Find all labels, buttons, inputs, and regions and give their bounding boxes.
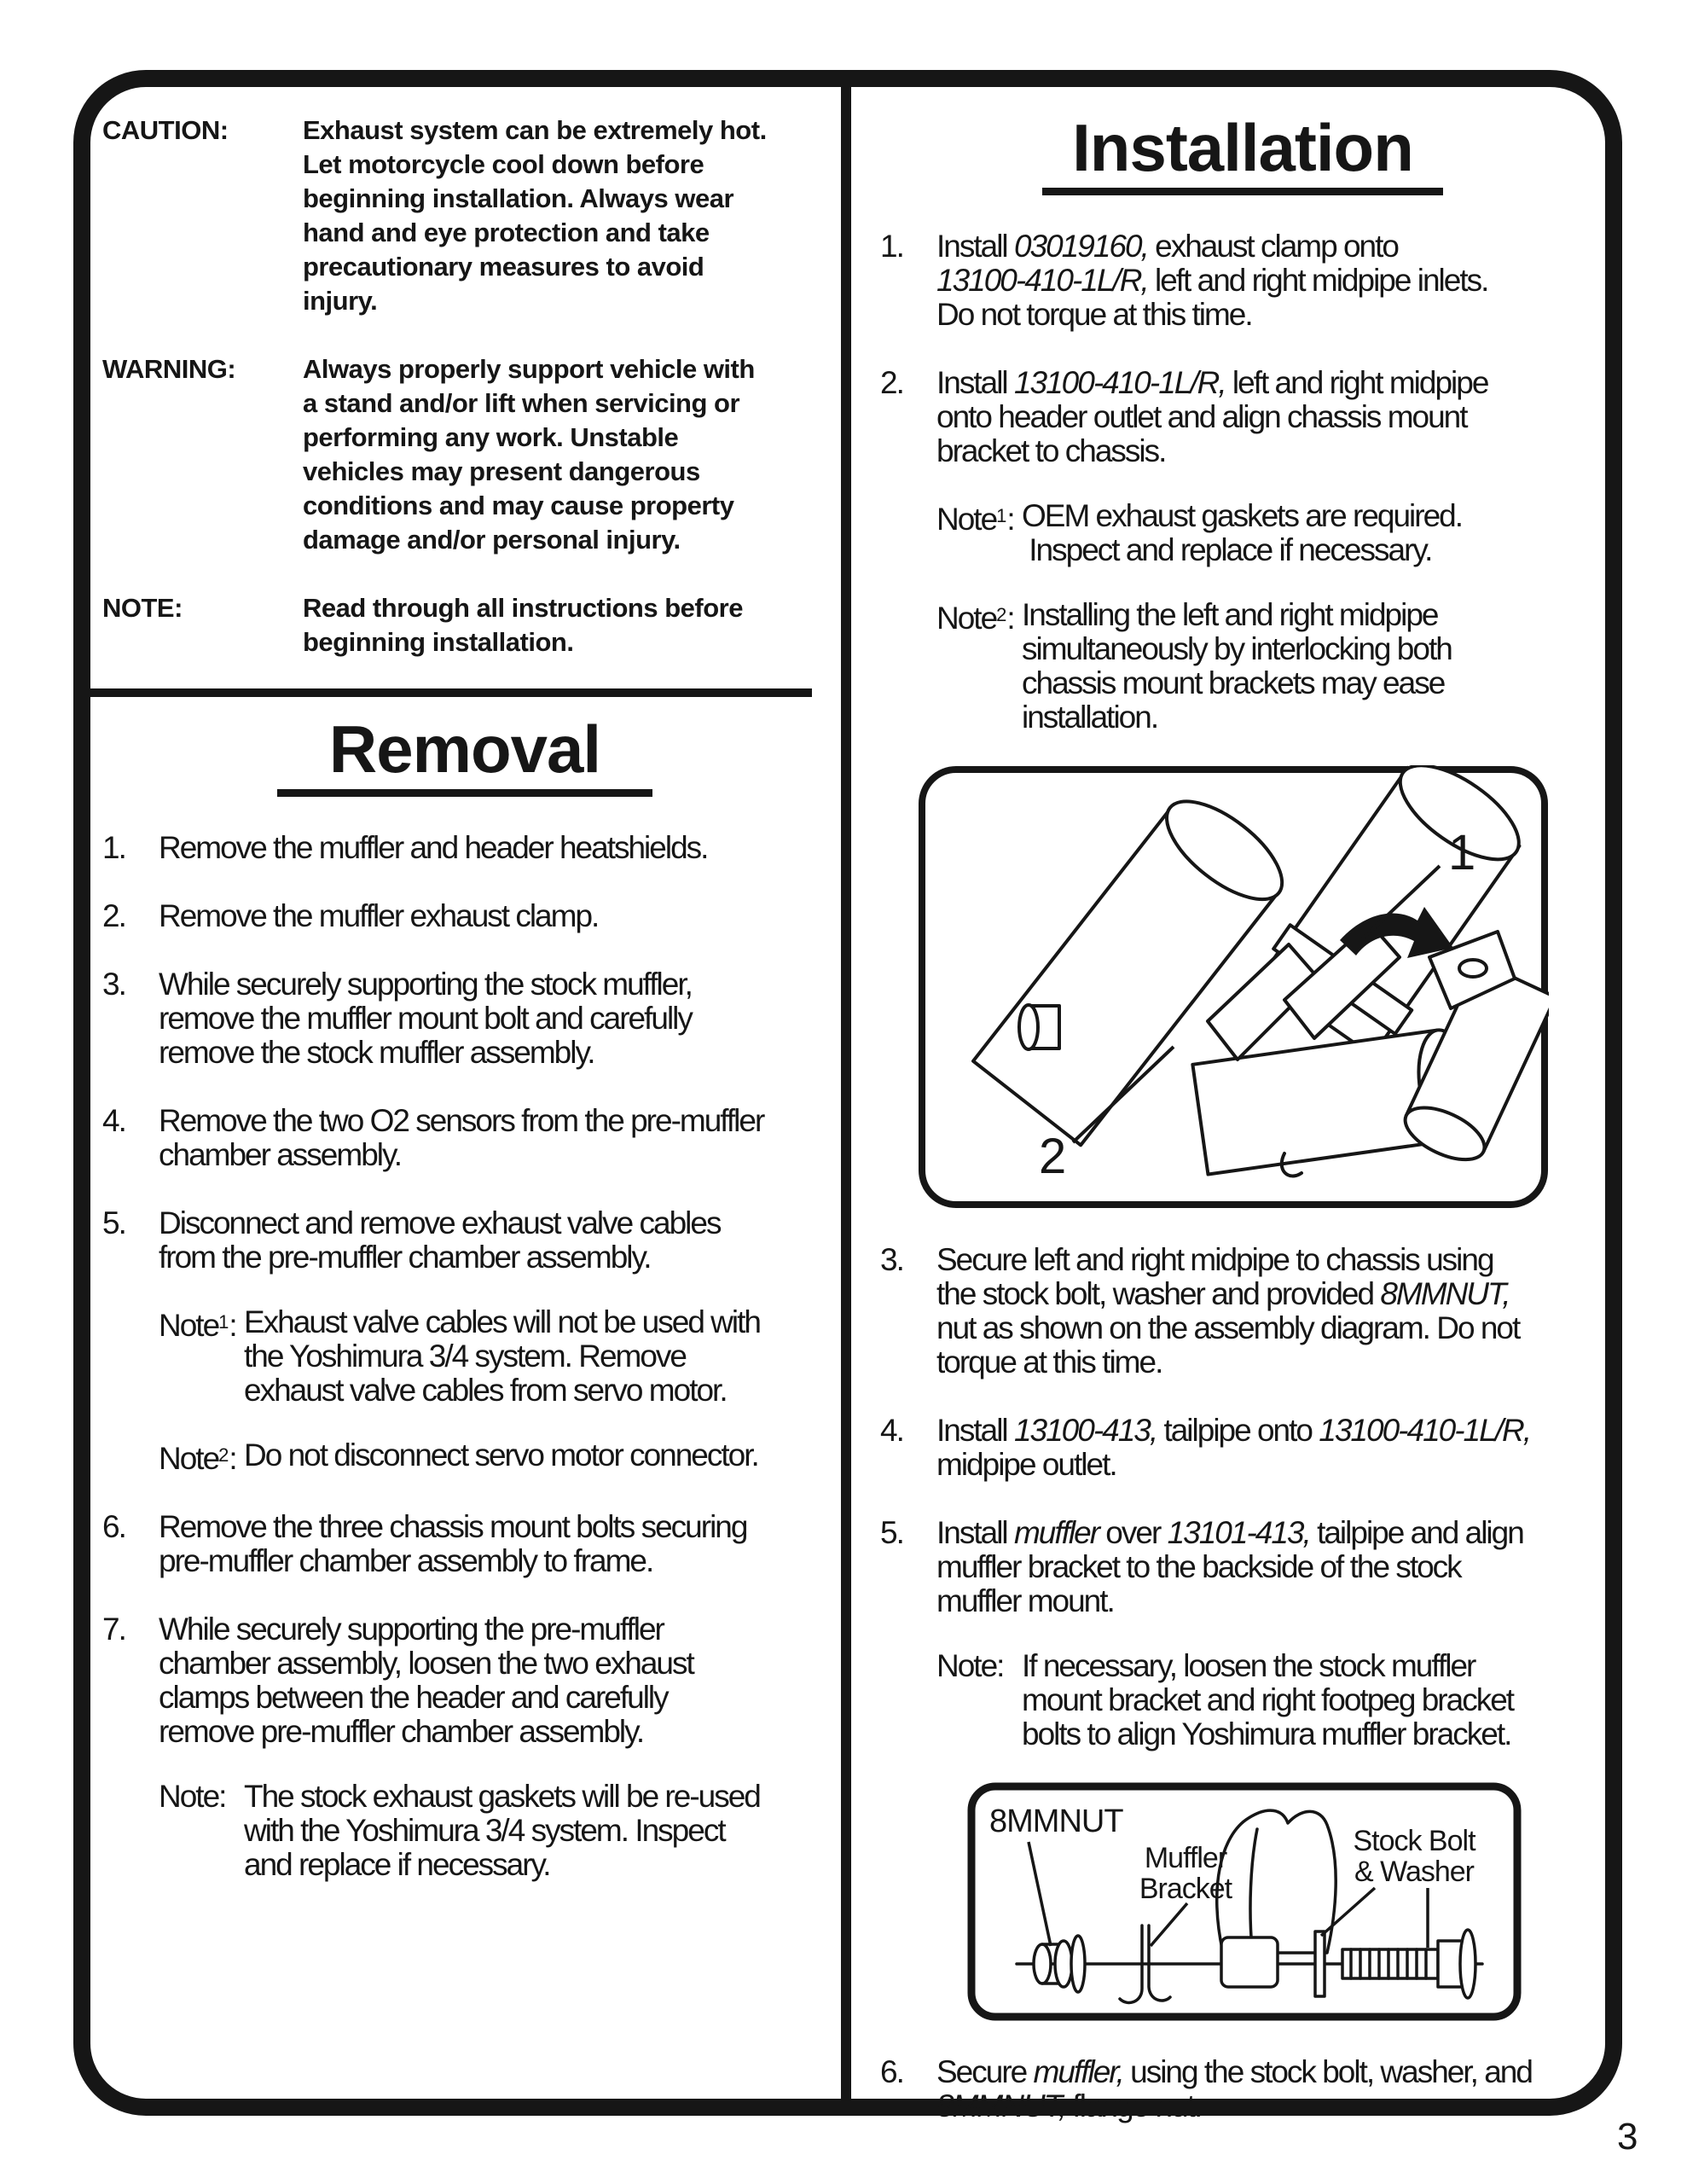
note-text: Exhaust valve cables will not be used with the Yoshimura 3/4 system. Remove exhaust valve cables from servo motor. bbox=[244, 1304, 760, 1408]
step-body bbox=[936, 2055, 1605, 2123]
note-text: Installing the left and right midpipe simultaneously by interlocking both chassis mount brackets may ease installation. bbox=[1022, 597, 1452, 735]
list-item bbox=[880, 366, 1605, 735]
step-number: 1. bbox=[880, 229, 903, 264]
list-item bbox=[102, 967, 827, 1070]
alert-text: Read through all instructions before beginning installation. bbox=[303, 593, 743, 657]
step-number: 2. bbox=[880, 365, 903, 400]
step-body bbox=[159, 1510, 827, 1578]
step-text: Secure left and right midpipe to chassis using the stock bolt, washer and provided 8MMNUT, nut as shown on the assembly diagram. Do not torque at this time. bbox=[936, 1242, 1520, 1380]
alert-label: NOTE: bbox=[102, 593, 183, 623]
diagram-label-1: 1 bbox=[1448, 825, 1475, 880]
step-number: 5. bbox=[880, 1515, 903, 1550]
step-number: 6. bbox=[102, 1509, 125, 1544]
note-block bbox=[159, 1438, 827, 1476]
midpipe-assembly-svg bbox=[918, 765, 1549, 1209]
step-text: Remove the muffler and header heatshields. bbox=[159, 830, 708, 865]
note-list bbox=[936, 499, 1605, 735]
alert-text: Always properly support vehicle with a stand and/or lift when servicing or performing any work. Unstable vehicles may present dangerous conditions and may cause property damage and/or personal injury. bbox=[303, 354, 755, 555]
note-list bbox=[159, 1305, 827, 1476]
note-block bbox=[936, 499, 1605, 567]
step-text: While securely supporting the stock muffler, remove the muffler mount bolt and carefully remove the stock muffler assembly. bbox=[159, 967, 692, 1070]
installation-step-list-b bbox=[880, 1243, 1605, 1751]
diagram-label-stock-bolt-2: & Washer bbox=[1354, 1856, 1475, 1888]
list-item bbox=[880, 2055, 1605, 2123]
list-item bbox=[880, 1414, 1605, 1482]
step-number: 3. bbox=[102, 967, 125, 1002]
step-text: Install 03019160, exhaust clamp onto 13100-410-1L/R, left and right midpipe inlets. Do not torque at this time. bbox=[936, 229, 1488, 332]
note-text: Do not disconnect servo motor connector. bbox=[244, 1438, 758, 1472]
list-item bbox=[880, 1516, 1605, 1751]
step-text: Install muffler over 13101-413, tailpipe and align muffler bracket to the backside of the stock muffler mount. bbox=[936, 1515, 1523, 1618]
note-label: Note$^2$: bbox=[159, 1441, 236, 1476]
alert-label: CAUTION: bbox=[102, 115, 229, 145]
note-text: OEM exhaust gaskets are required. Inspect and replace if necessary. bbox=[1022, 498, 1463, 567]
note-label: Note$^1$: bbox=[159, 1308, 236, 1343]
alert-label: WARNING: bbox=[102, 354, 236, 384]
list-item bbox=[880, 1243, 1605, 1380]
diagram-label-muffler-bracket-1: Muffler bbox=[1144, 1842, 1227, 1874]
step-body bbox=[159, 1612, 827, 1882]
list-item bbox=[102, 1510, 827, 1578]
note-label: Note: bbox=[159, 1779, 226, 1814]
step-body bbox=[936, 229, 1605, 332]
step-number: 1. bbox=[102, 830, 125, 865]
step-body bbox=[159, 1104, 827, 1172]
list-item bbox=[880, 229, 1605, 332]
diagram-label-2: 2 bbox=[1039, 1129, 1066, 1184]
list-item bbox=[102, 831, 827, 865]
alert-text: Exhaust system can be extremely hot. Let motorcycle cool down before beginning installation. Always wear hand and eye protection and take precautionary measures to avoid injury. bbox=[303, 115, 767, 316]
note-list bbox=[159, 1780, 827, 1882]
page-number: 3 bbox=[1617, 2116, 1638, 2158]
note-label: Note: bbox=[936, 1648, 1004, 1683]
step-body bbox=[936, 1516, 1605, 1751]
step-body bbox=[936, 1243, 1605, 1380]
right-column bbox=[880, 111, 1605, 2123]
step-body bbox=[159, 831, 827, 865]
installation-heading-underline bbox=[1042, 188, 1443, 195]
note-block bbox=[159, 1305, 827, 1408]
step-text: Disconnect and remove exhaust valve cables from the pre-muffler chamber assembly. bbox=[159, 1205, 721, 1275]
list-item bbox=[102, 899, 827, 933]
step-body bbox=[159, 967, 827, 1070]
step-number: 6. bbox=[880, 2054, 903, 2089]
note-text: If necessary, loosen the stock muffler mount bracket and right footpeg bracket bolts to align Yoshimura muffler bracket. bbox=[1022, 1648, 1514, 1751]
step-body bbox=[936, 1414, 1605, 1482]
note-block bbox=[936, 598, 1605, 735]
list-item bbox=[102, 1612, 827, 1882]
note-label: Note$^2$: bbox=[936, 601, 1014, 636]
step-text: Secure muffler, using the stock bolt, washer, and 8MMNUT, flange nut. bbox=[936, 2054, 1532, 2123]
removal-heading-wrap bbox=[102, 712, 827, 797]
installation-heading: Installation bbox=[1072, 110, 1413, 185]
step-text: While securely supporting the pre-muffler chamber assembly, loosen the two exhaust clamps between the header and carefully remove pre-muffler chamber assembly. bbox=[159, 1612, 693, 1749]
step-text: Remove the two O2 sensors from the pre-muffler chamber assembly. bbox=[159, 1103, 764, 1172]
alert-block bbox=[102, 591, 827, 659]
column-divider bbox=[841, 82, 851, 2100]
hardware-assembly-diagram bbox=[967, 1782, 1605, 2021]
alert-block bbox=[102, 113, 827, 318]
note-block bbox=[159, 1780, 827, 1882]
diagram-label-muffler-bracket-2: Bracket bbox=[1139, 1873, 1232, 1905]
step-body bbox=[159, 899, 827, 933]
note-label: Note$^1$: bbox=[936, 502, 1014, 537]
diagram-label-stock-bolt-1: Stock Bolt bbox=[1353, 1825, 1475, 1857]
removal-heading: Removal bbox=[328, 712, 601, 787]
step-body bbox=[936, 366, 1605, 735]
step-text: Remove the muffler exhaust clamp. bbox=[159, 898, 599, 933]
step-number: 2. bbox=[102, 898, 125, 933]
step-text: Install 13100-413, tailpipe onto 13100-410-1L/R, midpipe outlet. bbox=[936, 1413, 1530, 1482]
alert-block bbox=[102, 352, 827, 557]
note-block bbox=[936, 1649, 1605, 1751]
step-number: 7. bbox=[102, 1612, 125, 1647]
list-item bbox=[102, 1104, 827, 1172]
step-number: 5. bbox=[102, 1205, 125, 1240]
list-item bbox=[102, 1206, 827, 1476]
step-number: 4. bbox=[880, 1413, 903, 1448]
step-body bbox=[159, 1206, 827, 1476]
installation-step-list-c bbox=[880, 2055, 1605, 2123]
left-column bbox=[102, 113, 827, 1882]
step-text: Install 13100-410-1L/R, left and right midpipe onto header outlet and align chassis mount bracket to chassis. bbox=[936, 365, 1488, 468]
note-list bbox=[936, 1649, 1605, 1751]
alert-list bbox=[102, 113, 827, 659]
hardware-assembly-svg bbox=[967, 1782, 1522, 2021]
installation-step-list-a bbox=[880, 229, 1605, 735]
step-number: 4. bbox=[102, 1103, 125, 1138]
removal-heading-underline bbox=[277, 789, 652, 797]
section-divider-rule bbox=[85, 688, 812, 697]
removal-step-list bbox=[102, 831, 827, 1882]
step-number: 3. bbox=[880, 1242, 903, 1277]
installation-heading-wrap bbox=[880, 111, 1605, 195]
midpipe-assembly-diagram bbox=[918, 765, 1605, 1209]
note-text: The stock exhaust gaskets will be re-used with the Yoshimura 3/4 system. Inspect and replace if necessary. bbox=[244, 1779, 760, 1882]
diagram-label-8mmnut: 8MMNUT bbox=[989, 1804, 1123, 1839]
step-text: Remove the three chassis mount bolts securing pre-muffler chamber assembly to frame. bbox=[159, 1509, 747, 1578]
